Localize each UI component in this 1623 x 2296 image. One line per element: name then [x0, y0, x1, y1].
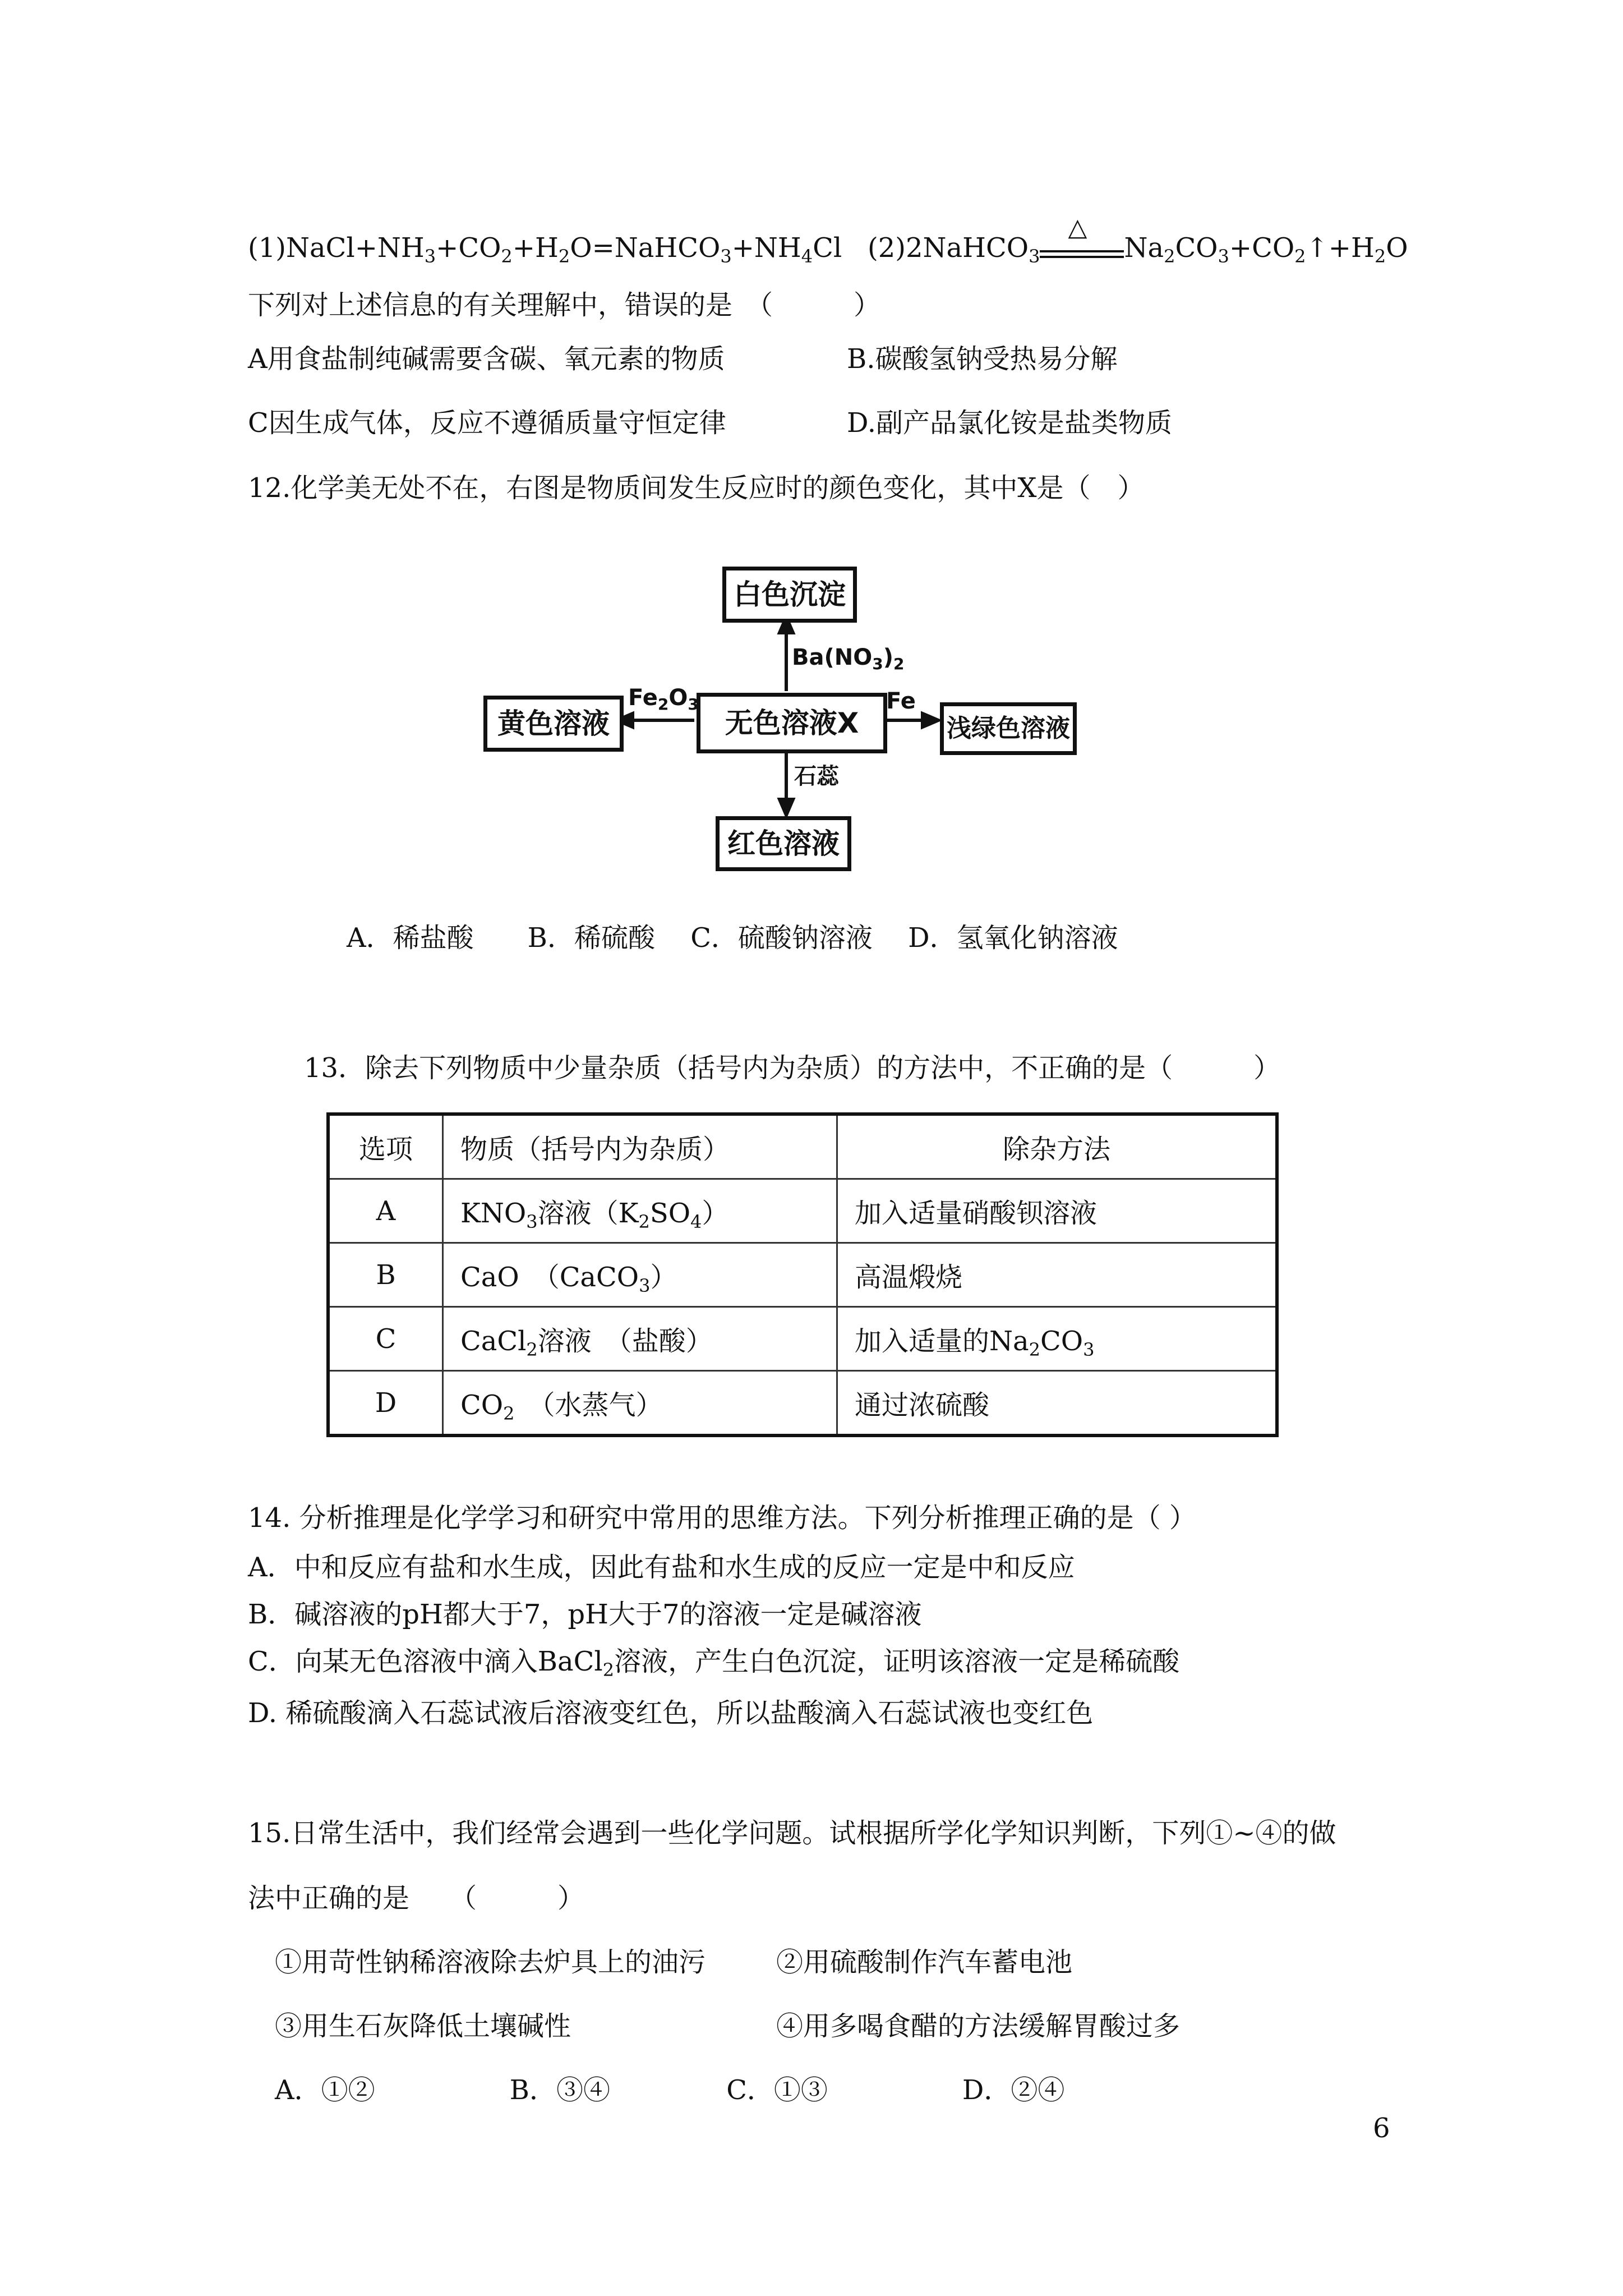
red-solution-box: 红色溶液: [716, 816, 851, 871]
page-number: 6: [1373, 2113, 1390, 2144]
equation-line: $(1)NaCl+NH_3+CO_2+H_2O=NaHCO_3+NH_4Cl$ (2)2NaHCO$_3$ △ $Na_2CO_3+CO_2↑+H_2O$: [248, 213, 1408, 267]
impurity-removal-table: [326, 1112, 1279, 1437]
row-method: 加入适量的$Na_2CO_3$: [837, 1307, 1278, 1371]
header-substance: 物质（括号内为杂质）: [443, 1114, 837, 1179]
q15-options: A．①② B．③④ C．①③ D．②④: [275, 2074, 1065, 2106]
header-method: 除杂方法: [837, 1114, 1278, 1179]
q15-item-1: ①用苛性钠稀溶液除去炉具上的油污: [275, 1947, 706, 1978]
heat-triangle-icon: △: [1068, 213, 1087, 242]
row-method: 通过浓硫酸: [837, 1371, 1278, 1436]
q14-option-a: A．中和反应有盐和水生成，因此有盐和水生成的反应一定是中和反应: [248, 1552, 1075, 1583]
q12-question: 12.化学美无处不在，右图是物质间发生反应时的颜色变化，其中X是（ ）: [248, 472, 1145, 504]
q14-option-b: B．碱溶液的pH都大于7，pH大于7的溶液一定是碱溶液: [248, 1599, 922, 1630]
q12-options: A．稀盐酸 B．稀硫酸 C．硫酸钠溶液 D．氢氧化钠溶液: [347, 922, 1118, 954]
row-option: D: [328, 1371, 443, 1436]
q11-option-c: C因生成气体，反应不遵循质量守恒定律: [248, 407, 726, 439]
header-option: 选项: [328, 1114, 443, 1179]
reagent-iron-oxide: $Fe_2O_3$: [628, 685, 699, 714]
row-option: B: [328, 1243, 443, 1307]
q13-question: 13．除去下列物质中少量杂质（括号内为杂质）的方法中，不正确的是（ ）: [304, 1052, 1281, 1084]
table-row: [328, 1243, 1277, 1307]
table-row: [328, 1179, 1277, 1243]
row-method: 加入适量硝酸钡溶液: [837, 1179, 1278, 1243]
table-row: [328, 1371, 1277, 1436]
q11-option-b: B.碳酸氢钠受热易分解: [847, 343, 1118, 375]
reagent-litmus: 石蕊: [794, 763, 839, 789]
white-precipitate-box: 白色沉淀: [722, 567, 857, 623]
q15-item-2: ②用硫酸制作汽车蓄电池: [776, 1947, 1073, 1978]
reagent-barium-nitrate: $Ba(NO_3)_2$: [792, 645, 905, 673]
q15-item-3: ③用生石灰降低土壤碱性: [275, 2010, 571, 2042]
q11-option-d: D.副产品氯化铵是盐类物质: [847, 407, 1173, 439]
q14-question: 14. 分析推理是化学学习和研究中常用的思维方法。下列分析推理正确的是（ ）: [248, 1502, 1196, 1534]
row-substance: $KNO_3$溶液$(K_2SO_4)$: [443, 1179, 837, 1243]
row-substance: CaO （CaCO$_3$）: [443, 1243, 837, 1307]
row-option: A: [328, 1179, 443, 1243]
q14-option-d: D. 稀硫酸滴入石蕊试液后溶液变红色，所以盐酸滴入石蕊试液也变红色: [248, 1697, 1094, 1729]
light-green-solution-box: 浅绿色溶液: [940, 702, 1077, 755]
yellow-solution-box: 黄色溶液: [483, 696, 624, 752]
q11-option-a: A用食盐制纯碱需要含碳、氧元素的物质: [248, 343, 725, 375]
row-method: 高温煅烧: [837, 1243, 1278, 1307]
colorless-solution-x-box: 无色溶液X: [697, 693, 887, 753]
q15-question-line2: 法中正确的是 （ ）: [248, 1883, 585, 1914]
row-option: C: [328, 1307, 443, 1371]
row-substance: CaCl$_2$溶液 （盐酸）: [443, 1307, 837, 1371]
reagent-iron: Fe: [886, 688, 916, 714]
table-row: [328, 1307, 1277, 1371]
q11-question: 下列对上述信息的有关理解中，错误的是 （ ）: [248, 289, 881, 321]
q14-option-c: C．向某无色溶液中滴入BaCl$_2$溶液，产生白色沉淀，证明该溶液一定是稀硫酸: [248, 1646, 1180, 1681]
row-substance: $CO_2$ （水蒸气）: [443, 1371, 837, 1436]
table-header-row: [328, 1114, 1277, 1179]
q15-item-4: ④用多喝食醋的方法缓解胃酸过多: [776, 2010, 1181, 2042]
q15-question-line1: 15.日常生活中，我们经常会遇到一些化学问题。试根据所学化学知识判断，下列①~④的做: [248, 1818, 1336, 1849]
